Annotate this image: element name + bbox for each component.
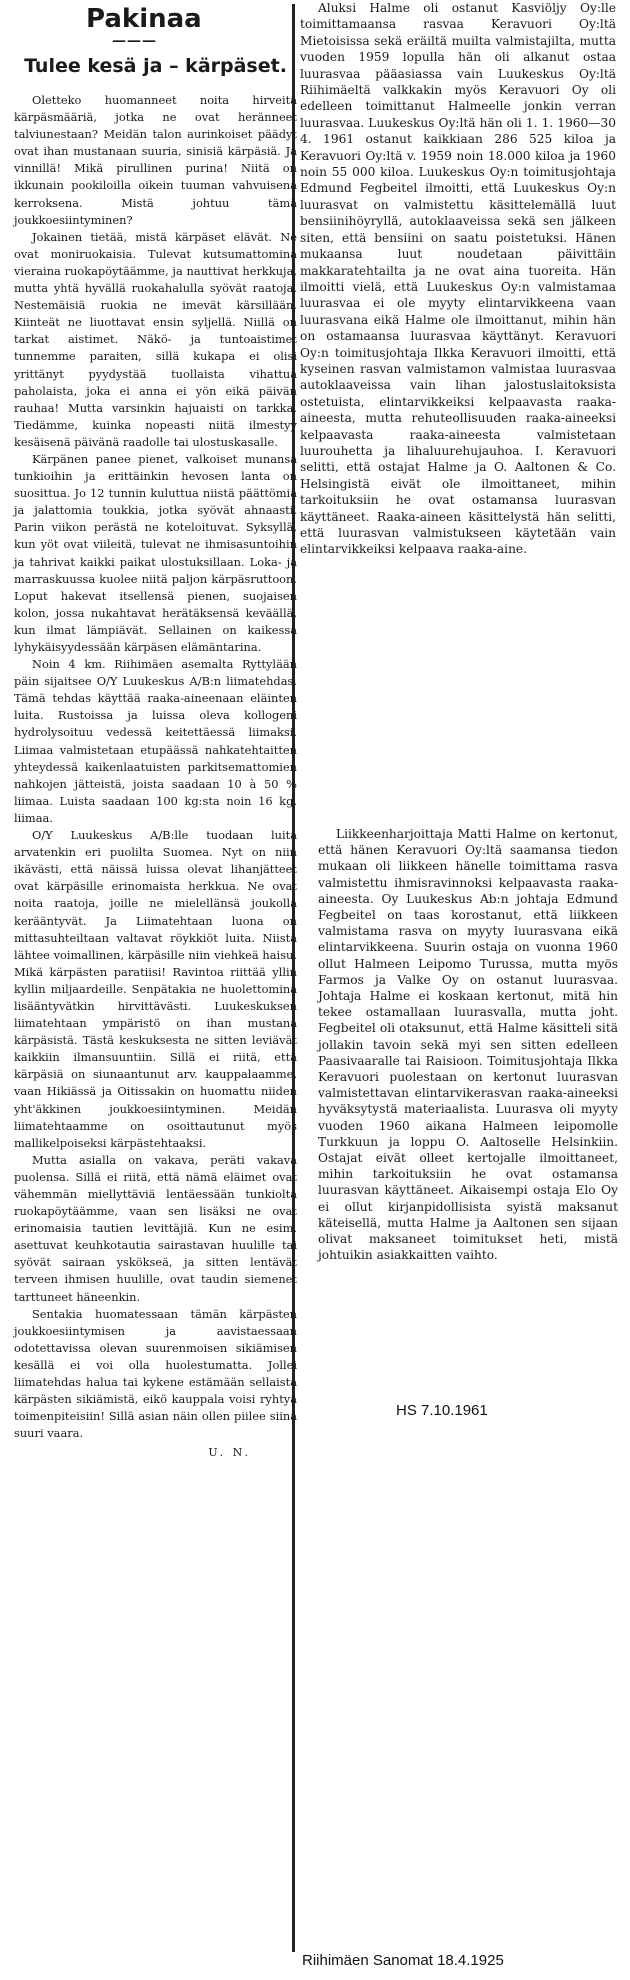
paragraph: Mutta asialla on vakava, peräti vakava puolensa. Sillä ei riitä, että nämä eläimet ovat vähemmän miellyttäviä lentäessään tunkiolta ruokapöytäämme, vaan sen lisäksi ne ovat erinomaisia tautien levittäjiä. Kun ne esim. asettuvat keuhkotautia sairastavan huulille tai syövät sairaan yskökseä, ja sitten lentävät terveen ihmisen huulille, ovat taudin siemenet tarttuneet häneenkin. xyxy=(14,1152,297,1304)
column-title: Pakinaa xyxy=(86,4,202,34)
source-label-rs: Riihimäen Sanomat 18.4.1925 xyxy=(302,1952,504,1969)
title-dashes: ——— xyxy=(112,33,157,49)
paragraph: Sentakia huomatessaan tämän kärpästen joukkoesiintymisen ja aavistaessaan odotettavissa olevan suurenmoisen sikiämisen kesällä ei voi olla huolestumatta. Jollei liimatehdas halua tai kykene estämään sellaista kärpästen sikiämistä, eikö kauppala voisi ryhtyä toimenpiteisiin! Sillä asian näin ollen piilee siinä suuri vaara. xyxy=(14,1306,297,1441)
paragraph: Jokainen tietää, mistä kärpäset elävät. Ne ovat moniruokaisia. Tulevat kutsumattomina vieraina ruokapöytäämme, ja nauttivat herkkuja, mutta yhtä hyvällä ruokahalulla syövät raatoja. Nestemäisiä ruokia ne imevät kärsillään. Kiinteät ne liuottavat ensin syljellä. Niillä on tarkat aistimet. Näkö- ja tuntoaistimet tunnemme paraiten, sillä kukapa ei olisi yrittänyt pyydystää tuollaista vihattua paholaista, joka ei anna ei yön eikä päivän rauhaa! Mutta varsinkin hajuaisti on tarkka. Tiedämme, kuinka nopeasti niitä ilmestyy kesäisenä päivänä raadolle tai ulostuskasalle. xyxy=(14,229,297,449)
clip-paragraph: Aluksi Halme oli ostanut Kasviöljy Oy:lle toimittamaansa rasvaa Keravuori Oy:ltä Mietoisissa sekä eräiltä muilta valmistajilta, mutta vuoden 1959 lopulla hän oli alkanut ostaa luurasvaa pääasiassa vain Luukeskus Oy:ltä Riihimäeltä valkkakin myös Keravuori Oy oli edelleen toimittanut Halmeelle jonkin verran luurasvaa. Luukeskus Oy:ltä hän oli 1. 1. 1960—30 4. 1961 ostanut kaikkiaan 286 525 kiloa ja Keravuori Oy:ltä v. 1959 noin 18.000 kiloa ja 1960 noin 55 000 kiloa. Luukeskus Oy:n toimitusjohtaja Edmund Fegbeitel ilmoitti, että Luukeskus Oy:n luurasvat on valmistettu käsittelemällä luut bensiinihöyryllä, autoklaaveissa sekä sen jälkeen siten, että bensiini on saatu poistetuksi. Hänen mukaansa luut noudetaan päivittäin makkaratehtailta ja ne ovat aina tuoreita. Hän ilmoitti vielä, että Luukeskus Oy:n valmistamaa luurasvaa ei ole myyty elintarvikkeena vaan luurasvana eikä Halme ole ilmoittanut, mihin hän on ostamaansa luurasvaa käyttänyt. Keravuori Oy:n toimitusjohtaja Ilkka Keravuori ilmoitti, että kyseinen rasvan valmistamon valmistaa luurasvaa autoklaaveissa vain lihan jalostuslaitoksista ostetuista, elintarvikkeiksi kelpaavasta raaka-aineesta, mutta rehuteollisuuden raaka-aineeksi kelpaavasta raaka-aineesta valmistetaan luurouhetta ja lihaluurehujauhoa. I. Keravuori selitti, että ostajat Halme ja O. Aaltonen & Co. Helsingistä eivät ole ilmoittaneet, mihin tarkoituksiin he ovat ostamansa luurasvan käyttäneet. Raaka-aineen käsittelystä hän selitti, että luurasvan valmistukseen käytetään vain elintarvikkeiksi kelpaava raaka-aine. xyxy=(300,1,616,557)
paragraph: Kärpänen panee pienet, valkoiset munansa tunkioihin ja erittäinkin hevosen lanta on suosittua. Jo 12 tunnin kuluttua niistä päättömiä ja jalattomia toukkia, jotka syövät ahnaasti. Parin viikon perästä ne koteloituvat. Syksyllä, kun yöt ovat viileitä, tulevat ne ihmisasuntoihin ja tahrivat kaikki paikat ulostuksillaan. Loka- ja marraskuussa kuolee niitä paljon kärpäsruttoon. Loput hakevat itsellensä pienen, suojaisen kolon, jossa nukahtavat herätäksensä keväällä, kun ilmat lämpiävät. Sellainen on kaikessa lyhykäisyydessään kärpäsen elämäntarina. xyxy=(14,451,297,654)
left-article xyxy=(14,4,297,1459)
paragraph: Oletteko huomanneet noita hirveitä kärpäsmääriä, jotka ne ovat heränneet talviunestaan? Meidän talon aurinkoiset päädyt ovat ihan mustanaan suuria, sinisiä kärpäsiä. Ja vinnillä! Mikä pirullinen purina! Niitä on ikkunain pookiloilla oikein tuuman vahvuisena kerroksena. Mistä johtuu tämä joukkoesiintyminen? xyxy=(14,93,297,227)
paragraph: Noin 4 km. Riihimäen asemalta Ryttylään päin sijaitsee O/Y Luukeskus A/B:n liimatehdas. Tämä tehdas käyttää raaka-aineenaan eläinten luita. Rustoissa ja luissa oleva kollogeni hydrolysoituu vedessä keitettäessä liimaksi. Liimaa valmistetaan etupäässä nahkatehtaitten yhteydessä kaikenlaatuisten parkitsemattomien nahkojen jätteistä, joista saadaan 10 à 50 % liimaa. Luista saadaan 100 kg:sta noin 16 kg. liimaa. xyxy=(14,657,297,825)
news-clip-1 xyxy=(300,0,616,558)
source-label-hs: HS 7.10.1961 xyxy=(396,1402,488,1419)
article-signature: U. N. xyxy=(208,1446,251,1460)
paragraph: O/Y Luukeskus A/B:lle tuodaan luita arvatenkin eri puolilta Suomea. Nyt on niin ikävästi, että näissä luissa olevat lihanjätteet ovat kärpäsille erinomaista herkkua. Ne ovat noita raatoja, joille ne mielellänsä joukolla kerääntyvät. Ja Liimatehtaan luona on mittasuhteiltaan valtavat röykkiöt luita. Niistä lähtee voimallinen, kärpäsille niin viehkeä haisu. Mikä kärpästen paratiisi! Ravintoa riittää yllin kyllin miljaardeille. Senpätakia ne huolettomina lisääntyvätkin hirvittävästi. Luukeskuksen liimatehtaan ympäristö on ihan mustana kärpäsistä. Tästä keskuksesta ne sitten leviävät kaikkiin ilmansuuntiin. Sillä ei riitä, että kärpäsiä on siunaantunut arv. kauppalaamme, vaan Hikiässä ja Oitissakin on huomattu niiden yht'äkkinen joukkoesiintyminen. Meidän liimatehtaamme on osoittautunut myös mallikelpoiseksi kärpästehtaaksi. xyxy=(14,828,297,1150)
article-headline: Tulee kesä ja – kärpäset. xyxy=(24,55,287,77)
news-clip-2 xyxy=(318,826,618,1263)
clip-paragraph: Liikkeenharjoittaja Matti Halme on kertonut, että hänen Keravuori Oy:ltä saamansa tiedon mukaan oli liikkeen hänelle toimittama rasva valmistettu ihmisravinnoksi kelpaavasta raaka-aineesta. Oy Luukeskus Ab:n johtaja Edmund Fegbeitel on taas korostanut, että liikkeen valmistama rasva on myyty luurasvana eikä elintarvikkeena. Suurin ostaja on vuonna 1960 ollut Halmeen Leipomo Turussa, mutta myös Farmos ja Valke Oy on ostanut luurasvaa. Johtaja Halme ei koskaan kertonut, mitä hin tekee ostamallaan luurasvalla, mutta joht. Fegbeitel oli otaksunut, että Halme käsitteli sitä jollakin tavoin sekä myi sen sitten edelleen Paasivaaralle tai Raisioon. Toimitusjohtaja Ilkka Keravuori puolestaan on kertonut luurasvan valmistettavan elintarvikerasvan raaka-aineeksi hyväksytystä materiaalista. Luurasva oli myyty vuoden 1960 aikana Halmeen leipomolle Turkkuun ja loppu O. Aaltoselle Helsinkiin. Ostajat eivät olleet kertojalle ilmoittaneet, mihin tarkoituksiin he ovat ostamansa luurasvan käyttäneet. Aikaisempi ostaja Elo Oy ei ollut kirjanpidollisista syistä maksanut käteisellä, mutta Halme ja Aaltonen sen sijaan olivat maksaneet toimitukset heti, mistä johtuikin asiakkaitten vaihto. xyxy=(318,827,618,1263)
